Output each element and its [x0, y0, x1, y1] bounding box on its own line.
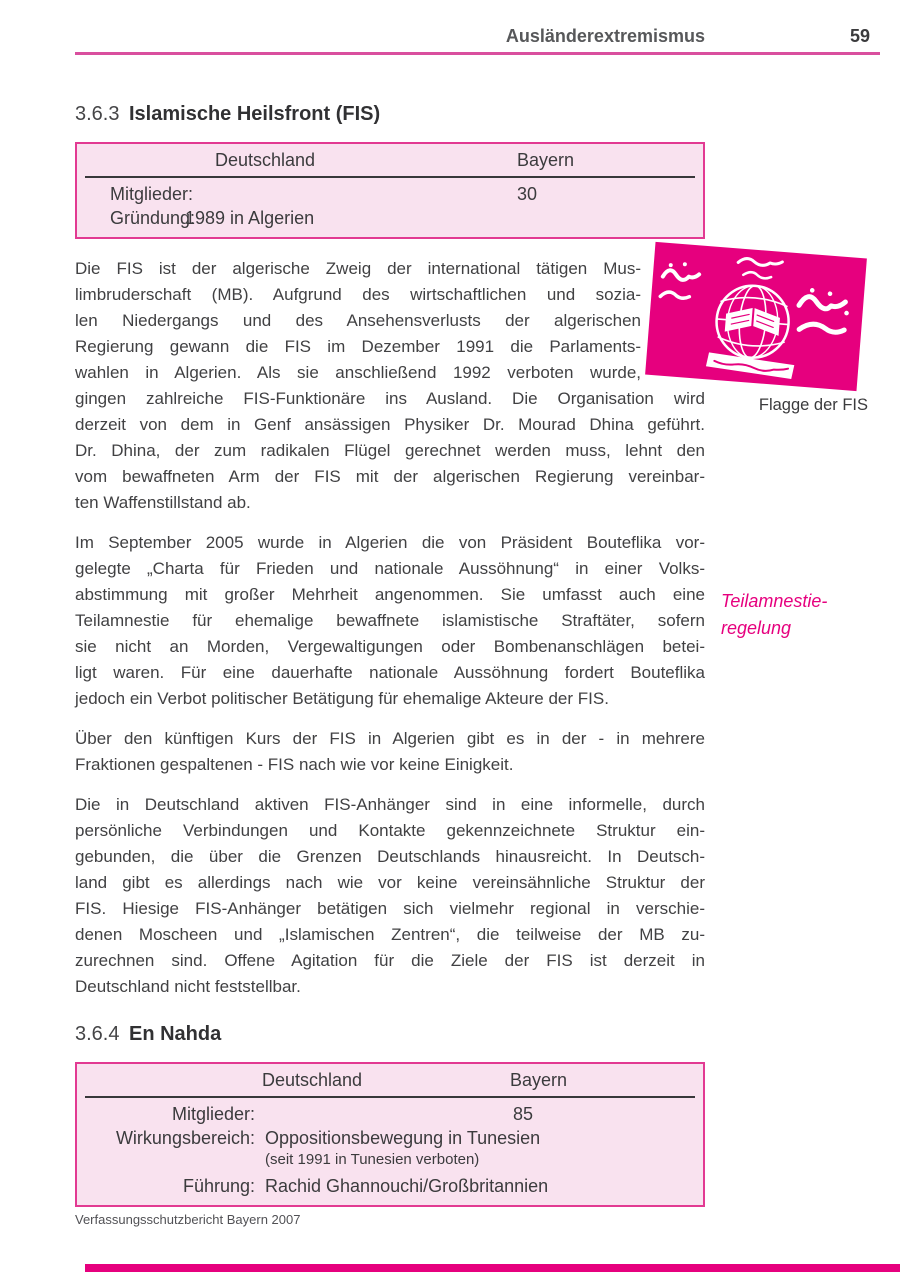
margin-note-teilamnestie: [721, 588, 881, 642]
column-header-deutschland: Deutschland: [262, 1070, 363, 1090]
running-head-section-title: Ausländerextremismus: [505, 26, 705, 46]
text-line: Teilamnestie für ehemalige bewaffnete islamistische Straftäter, sofern: [75, 611, 705, 630]
table-header-row: [85, 1069, 695, 1094]
table-header-rule: [85, 176, 695, 178]
text-line: limbruderschaft (MB). Aufgrund des wirtschaftlichen und sozia-: [75, 285, 641, 304]
paragraph-fis-intro: [75, 256, 705, 516]
text-line: ligt waren. Für eine dauerhafte nationale Aussöhnung fordert Bouteflika: [75, 663, 705, 682]
text-line: Fraktionen gespaltenen - FIS nach wie vor keine Einigkeit.: [75, 755, 514, 774]
text-line: regelung: [721, 618, 792, 638]
row-value-bayern: 30: [517, 184, 538, 204]
header-rule: [75, 52, 880, 55]
row-label: Wirkungsbereich:: [115, 1128, 255, 1148]
text-line: FIS. Hiesige FIS-Anhänger betätigen sich vielmehr regional in verschie-: [75, 899, 705, 918]
table-header-rule: [85, 1096, 695, 1098]
fis-flag-image: [645, 242, 867, 391]
table-row: [85, 1102, 695, 1126]
table-row: [85, 1126, 695, 1174]
text-line: Dr. Dhina, der zum radikalen Flügel gerechnet werden muss, lehnt den: [75, 441, 705, 460]
text-line: Deutschland nicht feststellbar.: [75, 977, 301, 996]
section-number: 3.6.4: [75, 1023, 120, 1045]
paragraph-charta: [75, 530, 705, 712]
row-label: Mitglieder:: [110, 184, 194, 204]
ennahda-info-table: [75, 1062, 705, 1207]
row-label: Mitglieder:: [171, 1104, 255, 1124]
row-label: Gründung:: [110, 208, 196, 228]
row-value-deutschland: Rachid Ghannouchi/Großbritannien: [265, 1176, 549, 1196]
text-line: jedoch ein Verbot politischer Betätigung für ehemalige Akteure der FIS.: [75, 689, 609, 708]
column-header-bayern: Bayern: [510, 1070, 568, 1090]
fis-info-table: [75, 142, 705, 239]
row-value-deutschland: Oppositionsbewegung in Tunesien: [265, 1128, 541, 1148]
text-line: gelegte „Charta für Frieden und nationale Aussöhnung“ in einer Volks-: [75, 559, 705, 578]
fis-flag-emblem: [645, 242, 867, 391]
text-line: land gibt es allerdings nach wie vor keine vereinsähnliche Struktur der: [75, 873, 705, 892]
row-value-bayern: 85: [513, 1104, 534, 1124]
text-line: Im September 2005 wurde in Algerien die von Präsident Bouteflika vor-: [75, 533, 705, 552]
text-line: Teilamnestie-: [721, 591, 828, 611]
text-line: Über den künftigen Kurs der FIS in Algerien gibt es in der - in mehrere: [75, 729, 705, 748]
section-heading-fis: [75, 102, 705, 126]
section-title: En Nahda: [129, 1023, 222, 1045]
text-line: Die FIS ist der algerische Zweig der international tätigen Mus-: [75, 259, 641, 278]
bottom-accent-bar: [85, 1264, 900, 1272]
footer-report-title: Verfassungsschutzbericht Bayern 2007: [75, 1212, 301, 1227]
paragraph-deutschland: [75, 792, 705, 1000]
text-line: persönliche Verbindungen und Kontakte gekennzeichnete Struktur ein-: [75, 821, 705, 840]
text-line: wahlen in Algerien. Als sie anschließend 1992 verboten wurde,: [75, 363, 641, 382]
flag-caption: Flagge der FIS: [758, 396, 868, 414]
text-line: Die in Deutschland aktiven FIS-Anhänger sind in eine informelle, durch: [75, 795, 705, 814]
section-number: 3.6.3: [75, 103, 120, 125]
paragraph-kurs: [75, 726, 705, 778]
table-header-row: [85, 149, 695, 174]
row-value-note: (seit 1991 in Tunesien verboten): [265, 1151, 480, 1168]
text-line: derzeit von dem in Genf ansässigen Physiker Dr. Mourad Dhina geführt.: [75, 415, 705, 434]
text-line: len Niedergangs und des Ansehensverlusts der algerischen: [75, 311, 641, 330]
main-text-column: [75, 98, 705, 1207]
row-label: Führung:: [182, 1176, 255, 1196]
text-line: denen Moscheen und „Islamischen Zentren“, die teilweise der MB zu-: [75, 925, 705, 944]
text-line: abstimmung mit großer Mehrheit angenommen. Sie umfasst auch eine: [75, 585, 705, 604]
section-heading-ennahda: [75, 1022, 705, 1046]
column-header-deutschland: Deutschland: [215, 150, 316, 170]
text-line: gingen zahlreiche FIS-Funktionäre ins Ausland. Die Organisation wird: [75, 389, 705, 408]
row-value-deutschland: 1989 in Algerien: [185, 208, 315, 228]
table-row: [85, 182, 695, 206]
page-number: 59: [849, 26, 870, 46]
text-line: vom bewaffneten Arm der FIS mit der algerischen Regierung vereinbar-: [75, 467, 705, 486]
text-line: Regierung gewann die FIS im Dezember 1991 die Parlaments-: [75, 337, 641, 356]
section-title: Islamische Heilsfront (FIS): [129, 103, 381, 125]
table-row: [85, 1174, 695, 1198]
text-line: sie nicht an Morden, Vergewaltigungen oder Bombenanschlägen betei-: [75, 637, 705, 656]
table-row: [85, 206, 695, 230]
text-line: gebunden, die über die Grenzen Deutschlands hinausreicht. In Deutsch-: [75, 847, 705, 866]
text-line: zurechnen sind. Offene Agitation für die Ziele der FIS ist derzeit in: [75, 951, 705, 970]
column-header-bayern: Bayern: [517, 150, 575, 170]
text-line: ten Waffenstillstand ab.: [75, 493, 251, 512]
